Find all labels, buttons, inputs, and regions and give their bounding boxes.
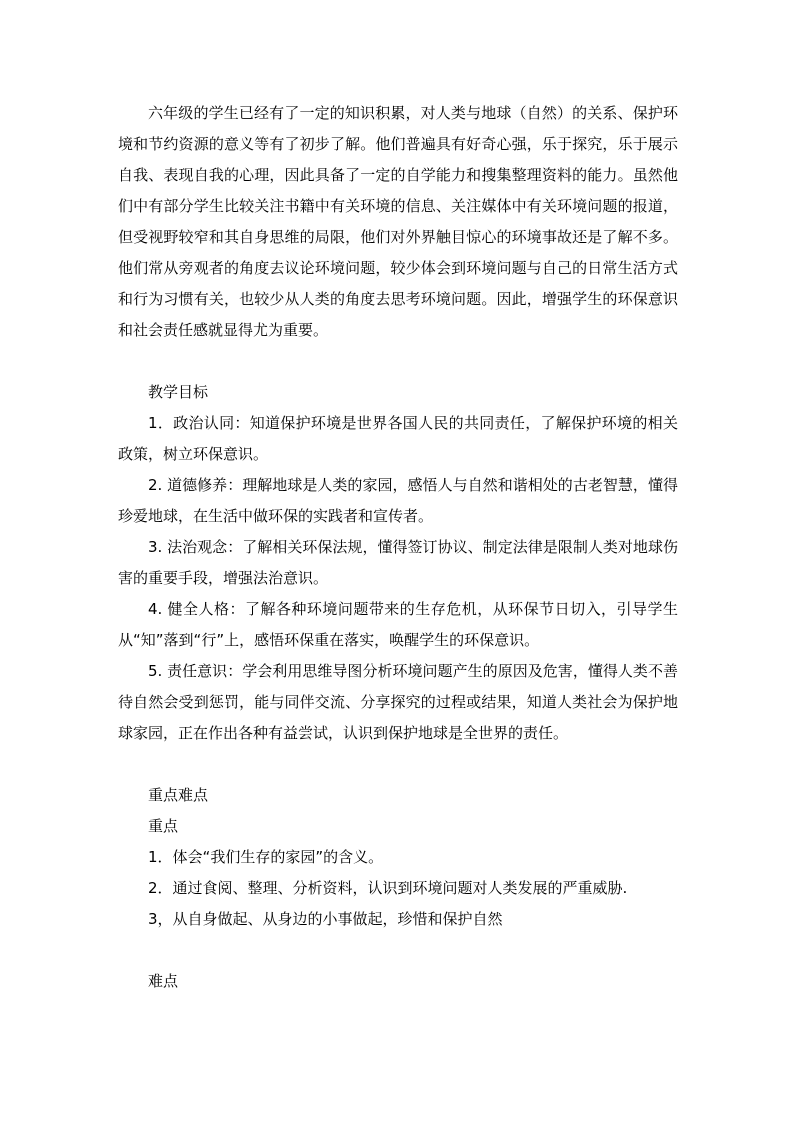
- objective-item: 5. 责任意识：学会利用思维导图分析环境问题产生的原因及危害，懂得人类不善待自然会受到惩罚，能与同伴交流、分享探究的过程或结果，知道人类社会为保护地球家园，正在作出各种有益尝试，认识到保护地球是全世界的责任。: [118, 662, 678, 742]
- key-point-item: 1．体会“我们生存的家园”的含义。: [148, 848, 384, 866]
- spacer: [118, 935, 678, 966]
- key-point-item: 2．通过食阅、整理、分析资料，认识到环境问题对人类发展的严重威胁.: [148, 879, 628, 897]
- difficulty-heading: 难点: [148, 972, 179, 990]
- key-points-heading: 重点难点: [148, 786, 209, 804]
- spacer: [118, 749, 678, 780]
- objectives-heading: 教学目标: [148, 383, 209, 401]
- spacer: [118, 346, 678, 377]
- key-point-item: 3，从自身做起、从身边的小事做起，珍惜和保护自然: [148, 910, 503, 928]
- intro-paragraph: 六年级的学生已经有了一定的知识积累，对人类与地球（自然）的关系、保护环境和节约资源的意义等有了初步了解。他们普遍具有好奇心强，乐于探究，乐于展示自我、表现自我的心理，因此具备了一定的自学能力和搜集整理资料的能力。虽然他们中有部分学生比较关注书籍中有关环境的信息、关注媒体中有关环境问题的报道，但受视野较窄和其自身思维的局限，他们对外界触目惊心的环境事故还是了解不多。他们常从旁观者的角度去议论环境问题，较少体会到环境问题与自己的日常生活方式和行为习惯有关，也较少从人类的角度去思考环境问题。因此，增强学生的环保意识和社会责任感就显得尤为重要。: [118, 104, 678, 339]
- objective-item: 2. 道德修养：理解地球是人类的家园，感悟人与自然和谐相处的古老智慧，懂得珍爱地球，在生活中做环保的实践者和宣传者。: [118, 476, 678, 525]
- objective-item: 3. 法治观念：了解相关环保法规，懂得签订协议、制定法律是限制人类对地球伤害的重要手段，增强法治意识。: [118, 538, 678, 587]
- objective-item: 4. 健全人格：了解各种环境问题带来的生存危机，从环保节日切入，引导学生从“知”落到“行”上，感悟环保重在落实，唤醒学生的环保意识。: [118, 600, 678, 649]
- key-points-subheading: 重点: [148, 817, 179, 835]
- objective-item: 1．政治认同：知道保护环境是世界各国人民的共同责任，了解保护环境的相关政策，树立环保意识。: [118, 414, 678, 463]
- document-body: [118, 98, 678, 997]
